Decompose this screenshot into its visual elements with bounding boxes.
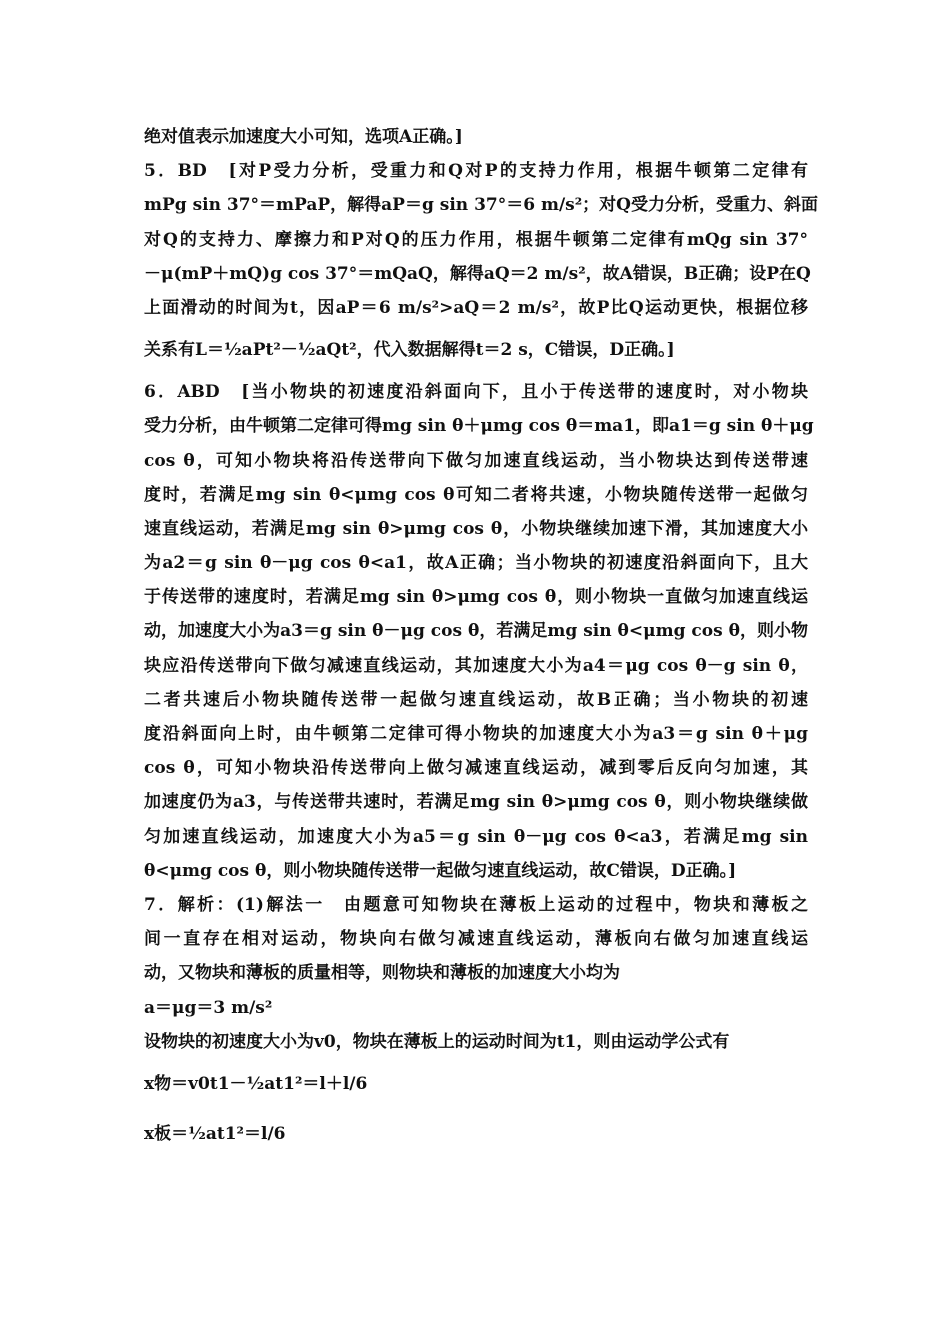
text-line-18: 度沿斜面向上时，由牛顿第二定律可得小物块的加速度大小为a3＝g sin θ＋μg <box>144 724 808 744</box>
text-line-20: 加速度仍为a3，与传送带共速时，若满足mg sin θ>μmg cos θ，则小物块继续做 <box>144 792 808 813</box>
text-line-23: 7．解析：(1)解法一 由题意可知物块在薄板上运动的过程中，物块和薄板之 <box>144 894 808 915</box>
text-line-16: 块应沿传送带向下做匀减速直线运动，其加速度大小为a4＝μg cos θ－g sin θ， <box>144 655 808 676</box>
text-line-17: 二者共速后小物块随传送带一起做匀速直线运动，故B正确；当小物块的初速 <box>144 689 808 710</box>
text-line-19: cos θ，可知小物块沿传送带向上做匀减速直线运动，减到零后反向匀加速，其 <box>144 758 808 779</box>
text-line-27: 设物块的初速度大小为v0，物块在薄板上的运动时间为t1，则由运动学公式有 <box>144 1031 730 1052</box>
text-line-12: 速直线运动，若满足mg sin θ>μmg cos θ，小物块继续加速下滑，其加速度大小 <box>144 518 808 539</box>
text-line-21: 匀加速直线运动，加速度大小为a5＝g sin θ－μg cos θ<a3，若满足mg sin <box>144 826 808 847</box>
equation-x-board: x板＝½at1²＝l/6 <box>144 1123 286 1144</box>
text-line-25: 动，又物块和薄板的质量相等，则物块和薄板的加速度大小均为 <box>144 963 620 984</box>
text-line-22: θ<μmg cos θ，则小物块随传送带一起做匀速直线运动，故C错误，D正确。] <box>144 860 737 881</box>
document-page <box>144 120 818 1159</box>
text-line-15: 动，加速度大小为a3＝g sin θ－μg cos θ，若满足mg sin θ<μmg cos θ，则小物 <box>144 621 808 642</box>
text-line-5: －μ(mP＋mQ)g cos 37°＝mQaQ，解得aQ＝2 m/s²，故A错误，B正确；设P在Q <box>144 263 811 284</box>
text-line-7: 关系有L＝½aPt²－½aQt²，代入数据解得t＝2 s，C错误，D正确。] <box>144 340 675 361</box>
text-line-1: 绝对值表示加速度大小可知，选项A正确。] <box>144 127 463 147</box>
text-line-3: mPg sin 37°＝mPaP，解得aP＝g sin 37°＝6 m/s²；对Q受力分析，受重力、斜面 <box>144 195 818 216</box>
text-line-10: cos θ，可知小物块将沿传送带向下做匀加速直线运动，当小物块达到传送带速 <box>144 450 808 471</box>
text-line-14: 于传送带的速度时，若满足mg sin θ>μmg cos θ，则小物块一直做匀加速直线运 <box>144 587 808 608</box>
text-line-6: 上面滑动的时间为t，因aP＝6 m/s²>aQ＝2 m/s²，故P比Q运动更快，根据位移 <box>144 297 808 318</box>
equation-acceleration: a＝μg＝3 m/s² <box>144 997 273 1018</box>
text-line-13: 为a2＝g sin θ－μg cos θ<a1，故A正确；当小物块的初速度沿斜面向下，且大 <box>144 553 808 574</box>
text-line-4: 对Q的支持力、摩擦力和P对Q的压力作用，根据牛顿第二定律有mQg sin 37° <box>144 229 808 250</box>
text-line-11: 度时，若满足mg sin θ<μmg cos θ可知二者将共速，小物块随传送带一起做匀 <box>144 484 808 505</box>
text-line-24: 间一直存在相对运动，物块向右做匀减速直线运动，薄板向右做匀加速直线运 <box>144 929 808 950</box>
text-line-2: 5．BD [对P受力分析，受重力和Q对P的支持力作用，根据牛顿第二定律有 <box>144 161 808 182</box>
text-line-9: 受力分析，由牛顿第二定律可得mg sin θ＋μmg cos θ＝ma1，即a1＝g sin θ＋μg <box>144 416 814 437</box>
equation-x-block: x物＝v0t1－½at1²＝l＋l/6 <box>144 1073 368 1094</box>
text-line-8: 6．ABD [当小物块的初速度沿斜面向下，且小于传送带的速度时，对小物块 <box>144 382 808 403</box>
